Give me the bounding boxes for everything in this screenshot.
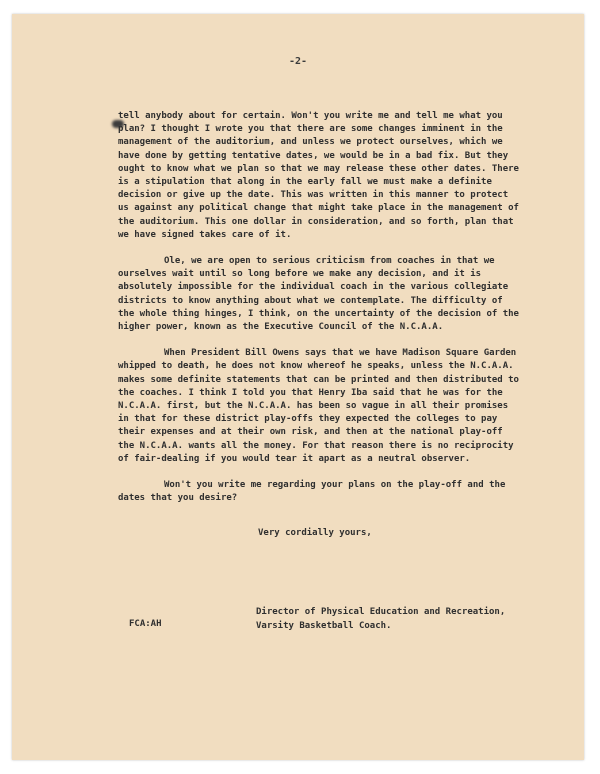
signature-role: Varsity Basketball Coach. (256, 621, 392, 631)
letter-page (12, 14, 584, 760)
paragraph-3: When President Bill Owens says that we have Madison Square Garden whipped to death, he does not know whereof he speaks, unless the N.C.A.A. makes some definite statements that can be printed and then distributed to the coaches. I think I told you that Henry Iba said that he was for the N.C.A.A. first, but the N.C.A.A. has been so vague in all their promises in that for these district play-offs they expected the colleges to pay their expenses and at their own risk, and then at the national play-off the N.C.A.A. wants all the money. For that reason there is no reciprocity of fair-dealing if you would tear it apart as a neutral observer. (118, 348, 519, 464)
paragraph-2: Ole, we are open to serious criticism from coaches in that we ourselves wait until so long before we make any decision, and it is absolutely impossible for the individual coach in the various collegiate districts to know anything about what we contemplate. The difficulty of the whole thing hinges, I think, on the uncertainty of the decision of the higher power, known as the Executive Council of the N.C.A.A. (118, 256, 519, 333)
paragraph-4: Won't you write me regarding your plans on the play-off and the dates that you desire? (118, 480, 506, 504)
paragraph-1: tell anybody about for certain. Won't you write me and tell me what you plan? I thought I wrote you that there are some changes imminent in the management of the auditorium, and unless we protect ourselves, which we have done by getting tentative dates, we would be in a bad fix. But they ought to know what we plan so that we may release these other dates. There is a stipulation that along in the early fall we must make a definite decision or give up the date. This was written in this manner to protect us against any political change that might take place in the management of the auditorium. This one dollar in consideration, and so forth, plan that we have signed takes care of it. (118, 111, 519, 240)
letter-body (118, 110, 520, 518)
signature-title: Director of Physical Education and Recreation, (256, 607, 506, 617)
typist-initials: FCA:AH (129, 619, 162, 629)
page-number: -2- (288, 56, 308, 67)
signature-block (256, 605, 505, 633)
closing: Very cordially yours, (258, 528, 372, 538)
